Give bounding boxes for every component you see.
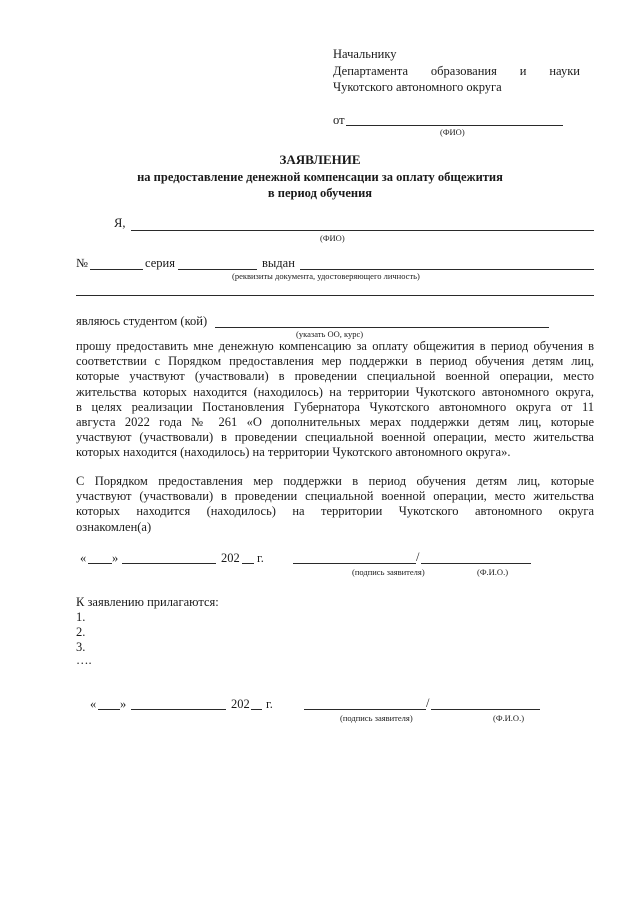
ack-line: участвуют (участвовали) в проведении специальной военной операции, место жительства: [76, 489, 594, 504]
from-label: от: [333, 113, 345, 127]
addressee-word: образования: [430, 64, 497, 78]
signature-fio-hint: (Ф.И.О.): [477, 567, 509, 577]
addressee-line-3: Чукотского автономного округа: [333, 80, 502, 94]
request-line: которые участвуют (участвовали) в проведении специальной военной операции, место: [76, 369, 594, 384]
number-label: №: [76, 256, 88, 270]
date-month-field[interactable]: [122, 563, 216, 564]
request-line: которых находится (находилось) на территории Чукотского автономного округа».: [76, 445, 511, 460]
attachment-item: 2.: [76, 625, 86, 639]
signature-slash: /: [416, 550, 420, 564]
attachment-item: ….: [76, 653, 92, 667]
attachments-label: К заявлению прилагаются:: [76, 595, 219, 609]
addressee-word: науки: [549, 64, 580, 78]
ack-line: которых находится (находилось) на территории Чукотского автономного округа: [76, 504, 594, 519]
signature-field[interactable]: [304, 709, 426, 710]
from-fio-field[interactable]: [346, 125, 563, 126]
student-org-hint: (указать ОО, курс): [296, 329, 364, 339]
date-day-field[interactable]: [88, 563, 112, 564]
document-subtitle-2: в период обучения: [267, 186, 373, 200]
addressee-word: и: [519, 64, 527, 78]
request-line: прошу предоставить мне денежную компенсацию за оплату общежития в период обучения в: [76, 339, 594, 353]
attachment-item: 3.: [76, 640, 86, 654]
request-line: в целях реализации Постановления Губернатора Чукотского автономного округа от 11: [76, 399, 594, 414]
doc-number-field[interactable]: [90, 269, 143, 270]
date-open-quote: «: [90, 697, 97, 711]
date-close-quote: »: [112, 551, 119, 565]
request-line: жительства которых находится (находилось) на территории Чукотского автономного округа,: [76, 384, 594, 399]
attachment-item: 1.: [76, 610, 86, 624]
doc-hint: (реквизиты документа, удостоверяющего личность): [232, 271, 420, 281]
signature-slash: /: [426, 696, 430, 710]
document-title: ЗАЯВЛЕНИЕ: [279, 152, 361, 167]
request-line: соответствии с Порядком предоставления мер поддержки в период обучения детям лиц,: [76, 354, 594, 369]
ya-label: Я,: [114, 216, 126, 230]
date-year-suffix: г.: [257, 551, 264, 565]
date-open-quote: «: [80, 551, 87, 565]
addressee-line-2: [333, 64, 580, 79]
date-month-field[interactable]: [131, 709, 226, 710]
doc-issued-field-continued[interactable]: [76, 295, 594, 296]
signature-field[interactable]: [293, 563, 416, 564]
applicant-fio-hint: (ФИО): [320, 233, 345, 243]
acknowledgement-paragraph: [76, 474, 594, 535]
signature-hint: (подпись заявителя): [352, 567, 425, 577]
date-year-field[interactable]: [242, 563, 254, 564]
doc-issued-field[interactable]: [300, 269, 594, 270]
signature-hint: (подпись заявителя): [340, 713, 413, 723]
from-fio-hint: (ФИО): [440, 127, 465, 137]
addressee-word: Департамента: [333, 64, 409, 78]
doc-series-field[interactable]: [178, 269, 257, 270]
document-subtitle-1: на предоставление денежной компенсации за оплату общежития: [137, 170, 503, 184]
student-label: являюсь студентом (кой): [76, 314, 208, 328]
signature-fio-field[interactable]: [421, 563, 531, 564]
request-line: августа 2022 года № 261 «О дополнительных мерах поддержки детям лиц, которые: [76, 415, 594, 430]
date-year-suffix: г.: [266, 697, 273, 711]
request-line: участвуют (участвовали) в проведении специальной военной операции, место жительства: [76, 430, 594, 445]
issued-label: выдан: [262, 256, 295, 270]
addressee-line-1: Начальнику: [333, 47, 397, 61]
date-year: 202: [231, 697, 250, 711]
request-paragraph: [76, 339, 594, 461]
series-label: серия: [145, 256, 175, 270]
ack-line: ознакомлен(а): [76, 519, 152, 534]
date-day-field[interactable]: [98, 709, 120, 710]
date-close-quote: »: [120, 697, 127, 711]
signature-fio-field[interactable]: [431, 709, 540, 710]
applicant-fio-field[interactable]: [131, 230, 594, 231]
date-year: 202: [221, 551, 240, 565]
signature-fio-hint: (Ф.И.О.): [493, 713, 525, 723]
ack-line: С Порядком предоставления мер поддержки в период обучения детям лиц, которые: [76, 474, 594, 488]
date-year-field[interactable]: [251, 709, 262, 710]
student-org-field[interactable]: [215, 327, 549, 328]
